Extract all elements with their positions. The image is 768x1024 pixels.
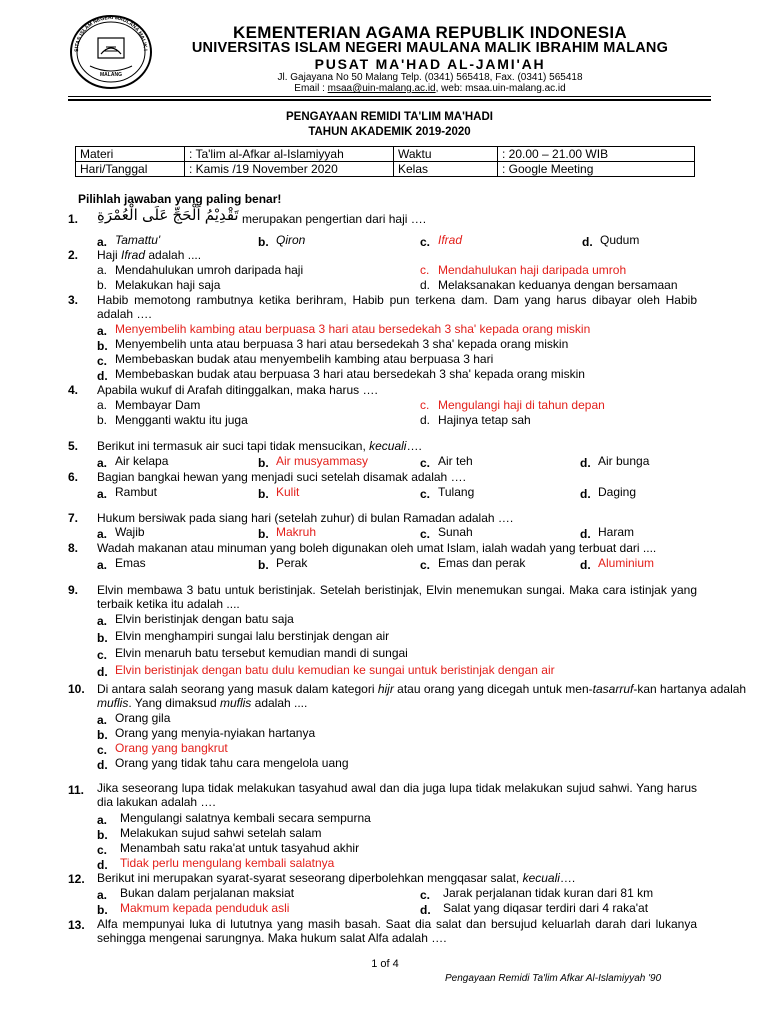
q10-text-line1: Di antara salah seorang yang masuk dalam kategori hijr atau orang yang dicegah untuk men-tasarruf-kan hartanya adalah xyxy=(97,682,747,696)
q3-a-label: a. xyxy=(97,324,108,338)
q10-a-label: a. xyxy=(97,713,108,727)
q5-b: Air musyammasy xyxy=(276,454,369,468)
q9-b-label: b. xyxy=(97,631,108,645)
q2-a-label: a. xyxy=(97,263,108,277)
q3-text: Habib memotong rambutnya ketika berihram, Habib pun terkena dam. Dam yang harus dibayar oleh Habib adalah …. xyxy=(97,293,697,321)
q1-b-label: b. xyxy=(258,235,269,249)
q10-text-line2: muflis. Yang dimaksud muflis adalah .... xyxy=(97,696,308,710)
q3-c: Membebaskan budak atau menyembelih kambing atau berpuasa 3 hari xyxy=(115,352,494,366)
q7-d-label: d. xyxy=(580,527,591,541)
q12-b: Makmum kepada penduduk asli xyxy=(120,901,290,915)
q12-d: Salat yang diqasar terdiri dari 4 raka'at xyxy=(443,901,649,915)
q4-d-label: d. xyxy=(420,413,431,427)
q1-a-label: a. xyxy=(97,235,108,249)
q11-text: Jika seseorang lupa tidak melakukan tasyahud awal dan dia juga lupa tidak melakukan sujud sahwi. Yang harus dia lakukan adalah …. xyxy=(97,781,697,809)
q3-d: Membebaskan budak atau berpuasa 3 hari atau bersedekah 3 sha' kepada orang miskin xyxy=(115,367,585,381)
q3-number: 3. xyxy=(68,293,79,307)
q5-c: Air teh xyxy=(438,454,473,468)
waktu-label: Waktu xyxy=(394,147,498,162)
q4-a: Membayar Dam xyxy=(115,398,201,412)
svg-text:UNIVERSITAS ISLAM NEGERI MAULA xyxy=(68,14,148,52)
q11-number: 11. xyxy=(68,783,85,797)
email-link[interactable]: msaa@uin-malang.ac.id xyxy=(327,83,436,94)
hari-label: Hari/Tanggal xyxy=(76,162,185,177)
q5-a-label: a. xyxy=(97,456,108,470)
q1-a: Tamattu' xyxy=(115,233,161,247)
q10-b-label: b. xyxy=(97,728,108,742)
q7-c-label: c. xyxy=(420,527,431,541)
q13-text: Alfa mempunyai luka di lututnya yang masih basah. Saat dia salat dan bersujud keluarlah darah dari lukanya sehingga mengenai sarungnya. Maka hukum salat Alfa adalah …. xyxy=(97,917,697,945)
q11-b-label: b. xyxy=(97,828,108,842)
q6-number: 6. xyxy=(68,470,79,484)
q6-a: Rambut xyxy=(115,485,158,499)
q12-c: Jarak perjalanan tidak kuran dari 81 km xyxy=(443,886,654,900)
q8-b: Perak xyxy=(276,556,308,570)
q2-text: Haji Ifrad adalah .... xyxy=(97,248,202,262)
q9-c-label: c. xyxy=(97,648,108,662)
page-number: 1 of 4 xyxy=(371,958,399,970)
q10-d-label: d. xyxy=(97,758,108,772)
q2-number: 2. xyxy=(68,248,79,262)
q3-c-label: c. xyxy=(97,354,108,368)
q3-a: Menyembelih kambing atau berpuasa 3 hari atau bersedekah 3 sha' kepada orang miskin xyxy=(115,322,591,336)
q10-a: Orang gila xyxy=(115,711,171,725)
q12-number: 12. xyxy=(68,872,85,886)
q1-d-label: d. xyxy=(582,235,593,249)
q11-a-label: a. xyxy=(97,813,108,827)
university-name: UNIVERSITAS ISLAM NEGERI MAULANA MALIK IBRAHIM MALANG xyxy=(191,40,669,56)
q7-a-label: a. xyxy=(97,527,108,541)
q10-number: 10. xyxy=(68,682,85,696)
q5-a: Air kelapa xyxy=(115,454,169,468)
q4-c: Mengulangi haji di tahun depan xyxy=(438,398,605,412)
q4-b: Mengganti waktu itu juga xyxy=(115,413,248,427)
q7-c: Sunah xyxy=(438,525,473,539)
q5-d-label: d. xyxy=(580,456,591,470)
q8-d: Aluminium xyxy=(598,556,655,570)
q8-b-label: b. xyxy=(258,558,269,572)
instruction: Pilihlah jawaban yang paling benar! xyxy=(78,192,282,206)
q8-c-label: c. xyxy=(420,558,431,572)
q10-c: Orang yang bangkrut xyxy=(115,741,228,755)
q9-d: Elvin beristinjak dengan batu dulu kemudian ke sungai untuk beristinjak dengan air xyxy=(115,663,555,677)
materi-label: Materi xyxy=(76,147,185,162)
q4-c-label: c. xyxy=(420,398,430,412)
q8-a-label: a. xyxy=(97,558,108,572)
q9-a: Elvin beristinjak dengan batu saja xyxy=(115,612,294,626)
q12-text: Berikut ini merupakan syarat-syarat seseorang diperbolehkan mengqasar salat, kecuali…. xyxy=(97,871,576,885)
doc-subtitle: TAHUN AKADEMIK 2019-2020 xyxy=(308,126,471,138)
q7-d: Haram xyxy=(598,525,635,539)
q11-d: Tidak perlu mengulang kembali salatnya xyxy=(120,856,335,870)
q7-b: Makruh xyxy=(276,525,317,539)
q12-a-label: a. xyxy=(97,888,108,902)
q11-a: Mengulangi salatnya kembali secara sempurna xyxy=(120,811,371,825)
q3-d-label: d. xyxy=(97,369,108,383)
q9-a-label: a. xyxy=(97,614,108,628)
header-divider xyxy=(68,96,711,97)
q7-text: Hukum bersiwak pada siang hari (setelah zuhur) di bulan Ramadan adalah …. xyxy=(97,511,514,525)
hari-value: : Kamis /19 November 2020 xyxy=(185,162,394,177)
q2-b: Melakukan haji saja xyxy=(115,278,221,292)
logo-text-bottom: MALANG xyxy=(100,72,122,78)
q1-c-label: c. xyxy=(420,235,431,249)
doc-title: PENGAYAAN REMIDI TA'LIM MA'HADI xyxy=(286,111,493,123)
q3-b-label: b. xyxy=(97,339,108,353)
q5-b-label: b. xyxy=(258,456,269,470)
q2-d: Melaksanakan keduanya dengan bersamaan xyxy=(438,278,678,292)
q2-b-label: b. xyxy=(97,278,108,292)
q5-number: 5. xyxy=(68,439,79,453)
q10-b: Orang yang menyia-nyiakan hartanya xyxy=(115,726,316,740)
q6-c-label: c. xyxy=(420,487,431,501)
q12-b-label: b. xyxy=(97,903,108,917)
q6-b-label: b. xyxy=(258,487,269,501)
logo-text-top: SITAS ISLAM NEGERI MAULANA MALIK I xyxy=(73,14,148,53)
kelas-value: : Google Meeting xyxy=(498,162,695,177)
q10-c-label: c. xyxy=(97,743,108,757)
q11-c-label: c. xyxy=(97,843,108,857)
q9-c: Elvin menaruh batu tersebut kemudian mandi di sungai xyxy=(115,646,408,660)
q6-d: Daging xyxy=(598,485,637,499)
q9-d-label: d. xyxy=(97,665,108,679)
q4-a-label: a. xyxy=(97,398,108,412)
info-table xyxy=(75,146,695,177)
materi-value: : Ta'lim al-Afkar al-Islamiyyah xyxy=(185,147,394,162)
q12-d-label: d. xyxy=(420,903,431,917)
q6-d-label: d. xyxy=(580,487,591,501)
q6-a-label: a. xyxy=(97,487,108,501)
q11-b: Melakukan sujud sahwi setelah salam xyxy=(120,826,322,840)
q8-number: 8. xyxy=(68,541,79,555)
q4-d: Hajinya tetap sah xyxy=(438,413,531,427)
q4-number: 4. xyxy=(68,383,79,397)
q1-d: Qudum xyxy=(600,233,640,247)
q1-number: 1. xyxy=(68,212,79,226)
kelas-label: Kelas xyxy=(394,162,498,177)
web-text: , web: msaa.uin-malang.ac.id xyxy=(435,83,566,94)
q2-a: Mendahulukan umroh daripada haji xyxy=(115,263,304,277)
q8-c: Emas dan perak xyxy=(438,556,526,570)
q5-d: Air bunga xyxy=(598,454,650,468)
q11-d-label: d. xyxy=(97,858,108,872)
q3-b: Menyembelih unta atau berpuasa 3 hari atau bersedekah 3 sha' kepada orang miskin xyxy=(115,337,569,351)
q2-d-label: d. xyxy=(420,278,431,292)
q8-d-label: d. xyxy=(580,558,591,572)
footer-note: Pengayaan Remidi Ta'lim Afkar Al-Islamiyyah '90 xyxy=(445,973,662,984)
email-prefix: Email : xyxy=(294,83,325,94)
q11-c: Menambah satu raka'at untuk tasyahud akhir xyxy=(120,841,360,855)
q5-text: Berikut ini termasuk air suci tapi tidak mensucikan, kecuali…. xyxy=(97,439,422,453)
ministry-name: KEMENTERIAN AGAMA REPUBLIK INDONESIA xyxy=(233,23,627,42)
q1-arabic: تَقْدِيْمُ اَلْحَجِّ عَلَى الْعُمْرَةِ xyxy=(97,207,239,224)
contact-line xyxy=(150,83,710,94)
q6-c: Tulang xyxy=(438,485,475,499)
q9-text: Elvin membawa 3 batu untuk beristinjak. Setelah beristinjak, Elvin menemukan sungai. Maka cara istinjak yang terbaik ketika itu adalah .... xyxy=(97,583,697,611)
q4-text: Apabila wukuf di Arafah ditinggalkan, maka harus …. xyxy=(97,383,378,397)
q4-b-label: b. xyxy=(97,413,108,427)
unit-name: PUSAT MA'HAD AL-JAMI'AH xyxy=(314,56,546,72)
q13-number: 13. xyxy=(68,918,85,932)
q8-text: Wadah makanan atau minuman yang boleh digunakan oleh umat Islam, ialah wadah yang terbuat dari .... xyxy=(97,541,657,555)
q1-text: merupakan pengertian dari haji …. xyxy=(242,212,427,226)
q1-b: Qiron xyxy=(276,233,306,247)
waktu-value: : 20.00 – 21.00 WIB xyxy=(498,147,695,162)
header-divider-thick xyxy=(68,99,711,101)
q2-c: Mendahulukan haji daripada umroh xyxy=(438,263,627,277)
q6-b: Kulit xyxy=(276,485,300,499)
q12-c-label: c. xyxy=(420,888,431,902)
q7-b-label: b. xyxy=(258,527,269,541)
q8-a: Emas xyxy=(115,556,146,570)
q7-a: Wajib xyxy=(115,525,145,539)
q6-text: Bagian bangkai hewan yang menjadi suci setelah disamak adalah …. xyxy=(97,470,466,484)
q9-b: Elvin menghampiri sungai lalu berstinjak dengan air xyxy=(115,629,390,643)
q12-a: Bukan dalam perjalanan maksiat xyxy=(120,886,295,900)
q9-number: 9. xyxy=(68,583,79,597)
q10-d: Orang yang tidak tahu cara mengelola uang xyxy=(115,756,349,770)
q5-c-label: c. xyxy=(420,456,431,470)
address: Jl. Gajayana No 50 Malang Telp. (0341) 565418, Fax. (0341) 565418 xyxy=(277,72,583,83)
q2-c-label: c. xyxy=(420,263,430,277)
q1-c: Ifrad xyxy=(438,233,463,247)
university-logo xyxy=(68,14,154,90)
q7-number: 7. xyxy=(68,511,79,525)
